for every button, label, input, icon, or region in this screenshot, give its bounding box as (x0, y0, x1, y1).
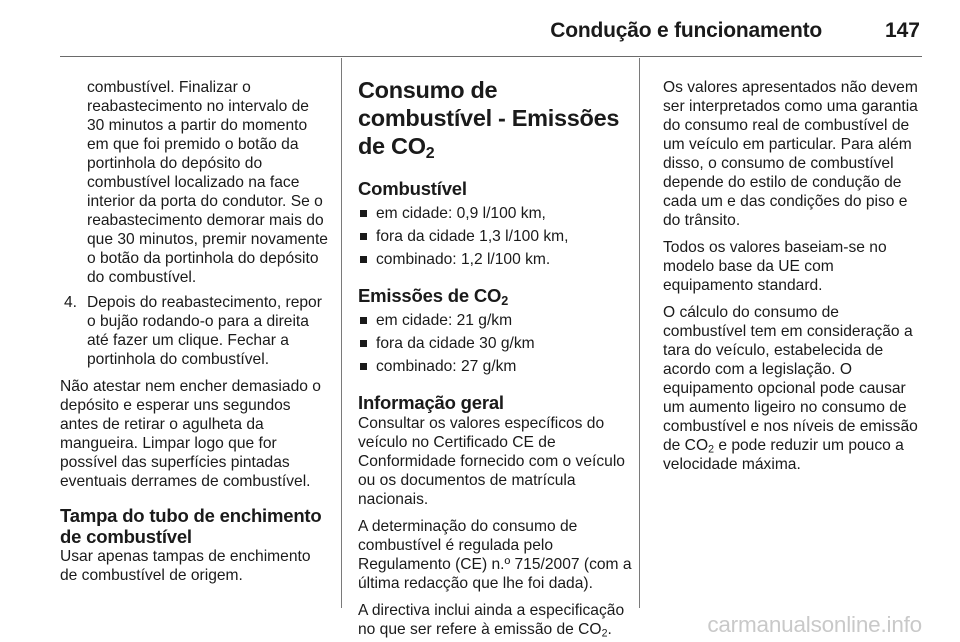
watermark: carmanualsonline.info (707, 612, 922, 637)
paragraph-calculation: O cálculo do consumo de combustível tem em consideração a tara do veículo, estabelecida de acordo com a legislação. O equipamento opcional pode causar um aumento ligeiro no consumo de combustível e nos níveis de emissão de $CO_2$ e pode reduzir um pouco a velocidade máxima. (663, 304, 918, 473)
bullet-icon (360, 317, 367, 324)
bullet-icon (360, 256, 367, 263)
column-3 (663, 78, 925, 474)
list-item: combinado: 1,2 l/100 km. (358, 250, 636, 269)
section-heading-subscript: 2 (425, 144, 435, 162)
list-item: fora da cidade 30 g/km (358, 334, 636, 353)
bullet-icon (360, 210, 367, 217)
bullet-icon (360, 233, 367, 240)
paragraph-values-guarantee: Os valores apresentados não devem ser interpretados como uma garantia do consumo real de combustível de um veículo em particular. Para além disso, o consumo de combustível depende do estilo de condução de cada um e das condições do piso e do trânsito. (663, 79, 918, 229)
section-heading-text: Consumo de combustível - Emissões de CO (358, 77, 620, 159)
section-heading-fuel-consumption (358, 76, 636, 160)
paragraph-filler-cap: Usar apenas tampas de enchimento de combustível de origem. (60, 548, 311, 584)
list-item: combinado: 27 g/km (358, 357, 636, 376)
list-item: fora da cidade 1,3 l/100 km, (358, 227, 636, 246)
bullet-icon (360, 363, 367, 370)
emissions-list (358, 311, 636, 376)
paragraph-regulation: A determinação do consumo de combustível é regulada pelo Regulamento (CE) n.º 715/2007 (com a última redacção que lhe foi dada). (358, 518, 632, 592)
list-item: em cidade: 0,9 l/100 km, (358, 204, 636, 223)
column-divider-2 (639, 58, 640, 608)
heading-filler-cap: Tampa do tubo de enchimento de combustível (60, 505, 322, 547)
step-4-text: Depois do reabastecimento, repor o bujão rodando-o para a direita até fazer um clique. Fechar a portinhola do combustível. (87, 294, 322, 368)
paragraph-base-model: Todos os valores baseiam-se no modelo base da UE com equipamento standard. (663, 239, 887, 294)
column-2 (358, 76, 636, 639)
fuel-consumption-list (358, 204, 636, 269)
bullet-icon (360, 340, 367, 347)
heading-fuel: Combustível (358, 178, 467, 199)
list-item: em cidade: 21 g/km (358, 311, 636, 330)
paragraph-overfill-warning: Não atestar nem encher demasiado o depósito e esperar uns segundos antes de retirar o agulheta da mangueira. Limpar logo que for possível das superfícies pintadas eventuais derrames de combustível. (60, 378, 321, 490)
column-divider-1 (341, 58, 342, 608)
page-header-title: Condução e funcionamento (550, 19, 822, 42)
heading-general-information: Informação geral (358, 392, 504, 413)
step-4 (60, 293, 328, 369)
header-divider (60, 56, 922, 57)
page-number: 147 (884, 19, 920, 42)
heading-co2-emissions: Emissões de $CO_2$ (358, 285, 509, 309)
paragraph-certificate: Consultar os valores específicos do veículo no Certificado CE de Conformidade fornecido com o veículo ou os documentos de matrícula nacionais. (358, 415, 625, 508)
step-4-number: 4. (64, 294, 78, 311)
paragraph-directive: A directiva inclui ainda a especificação no que ser refere à emissão de $CO_2$. (358, 602, 625, 640)
paragraph-refuel-continuation: combustível. Finalizar o reabastecimento no intervalo de 30 minutos a partir do momento em que foi premido o botão da portinhola do depósito do combustível localizado na face interior da porta do condutor. Se o reabastecimento demorar mais do que 30 minutos, premir novamente o botão da portinhola do depósito do combustível. (87, 79, 328, 286)
column-1 (60, 78, 328, 585)
